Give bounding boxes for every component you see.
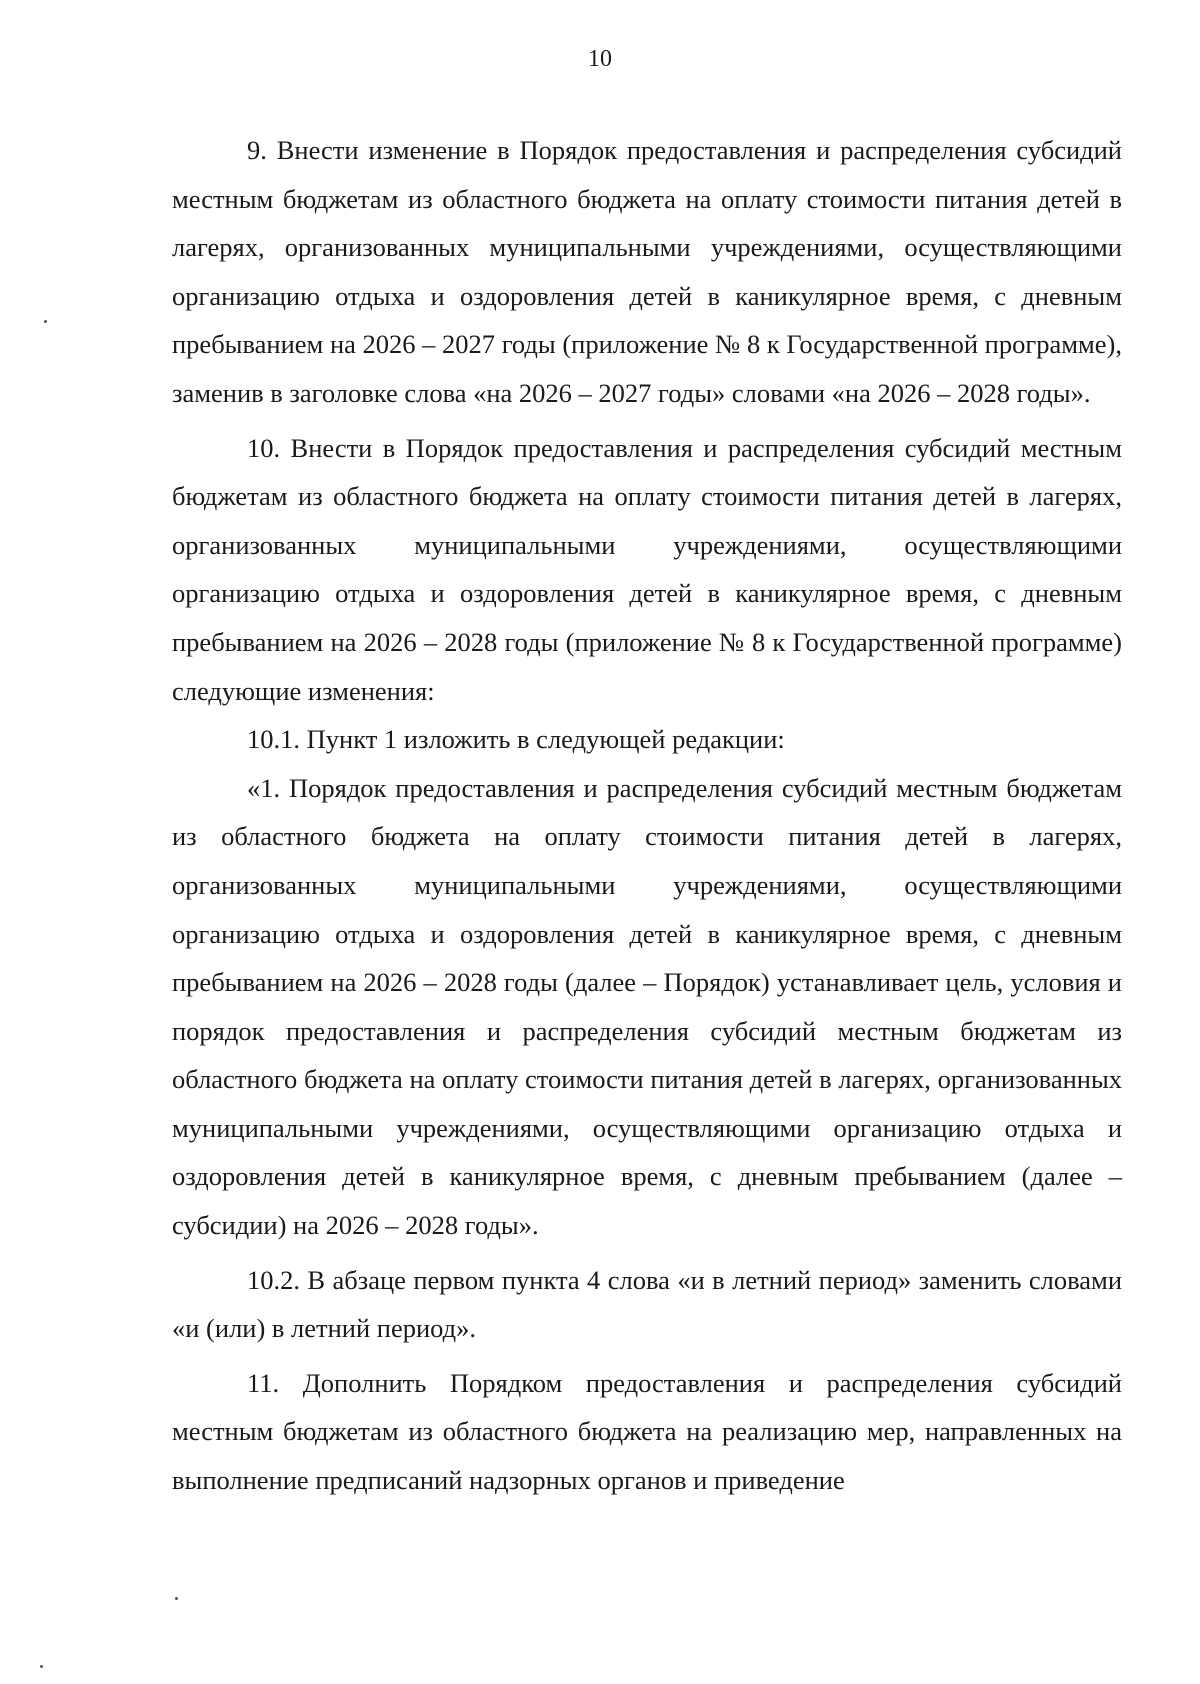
document-body bbox=[172, 126, 1122, 1505]
scan-speck bbox=[44, 320, 47, 323]
scan-speck bbox=[40, 1665, 43, 1668]
page-number: 10 bbox=[588, 46, 612, 72]
paragraph-item-9: 9. Внести изменение в Порядок предоставления и распределения субсидий местным бюджетам из областного бюджета на оплату стоимости питания детей в лагерях, организованных муниципальными учреждениями, осуществляющими организацию отдыха и оздоровления детей в каникулярное время, с дневным пребыванием на 2026 – 2027 годы (приложение № 8 к Государственной программе), заменив в заголовке слова «на 2026 – 2027 годы» словами «на 2026 – 2028 годы». bbox=[172, 135, 1122, 408]
paragraph-quoted-point-1: «1. Порядок предоставления и распределения субсидий местным бюджетам из областного бюджета на оплату стоимости питания детей в лагерях, организованных муниципальными учреждениями, осуществляющими организацию отдыха и оздоровления детей в каникулярное время, с дневным пребыванием на 2026 – 2028 годы (далее – Порядок) устанавливает цель, условия и порядок предоставления и распределения субсидий местным бюджетам из областного бюджета на оплату стоимости питания детей в лагерях, организованных муниципальными учреждениями, осуществляющими организацию отдыха и оздоровления детей в каникулярное время, с дневным пребыванием (далее – субсидии) на 2026 – 2028 годы». bbox=[172, 772, 1122, 1241]
paragraph-item-10: 10. Внести в Порядок предоставления и распределения субсидий местным бюджетам из областного бюджета на оплату стоимости питания детей в лагерях, организованных муниципальными учреждениями, осуществляющими организацию отдыха и оздоровления детей в каникулярное время, с дневным пребыванием на 2026 – 2028 годы (приложение № 8 к Государственной программе) следующие изменения: bbox=[172, 432, 1122, 706]
scan-speck bbox=[175, 1597, 178, 1600]
paragraph-item-11: 11. Дополнить Порядком предоставления и распределения субсидий местным бюджетам из областного бюджета на реализацию мер, направленных на выполнение предписаний надзорных органов и приведение bbox=[172, 1367, 1122, 1496]
paragraph-subitem-10-1: 10.1. Пункт 1 изложить в следующей редакции: bbox=[247, 724, 785, 755]
paragraph-subitem-10-2: 10.2. В абзаце первом пункта 4 слова «и в летний период» заменить словами «и (или) в летний период». bbox=[172, 1264, 1122, 1344]
